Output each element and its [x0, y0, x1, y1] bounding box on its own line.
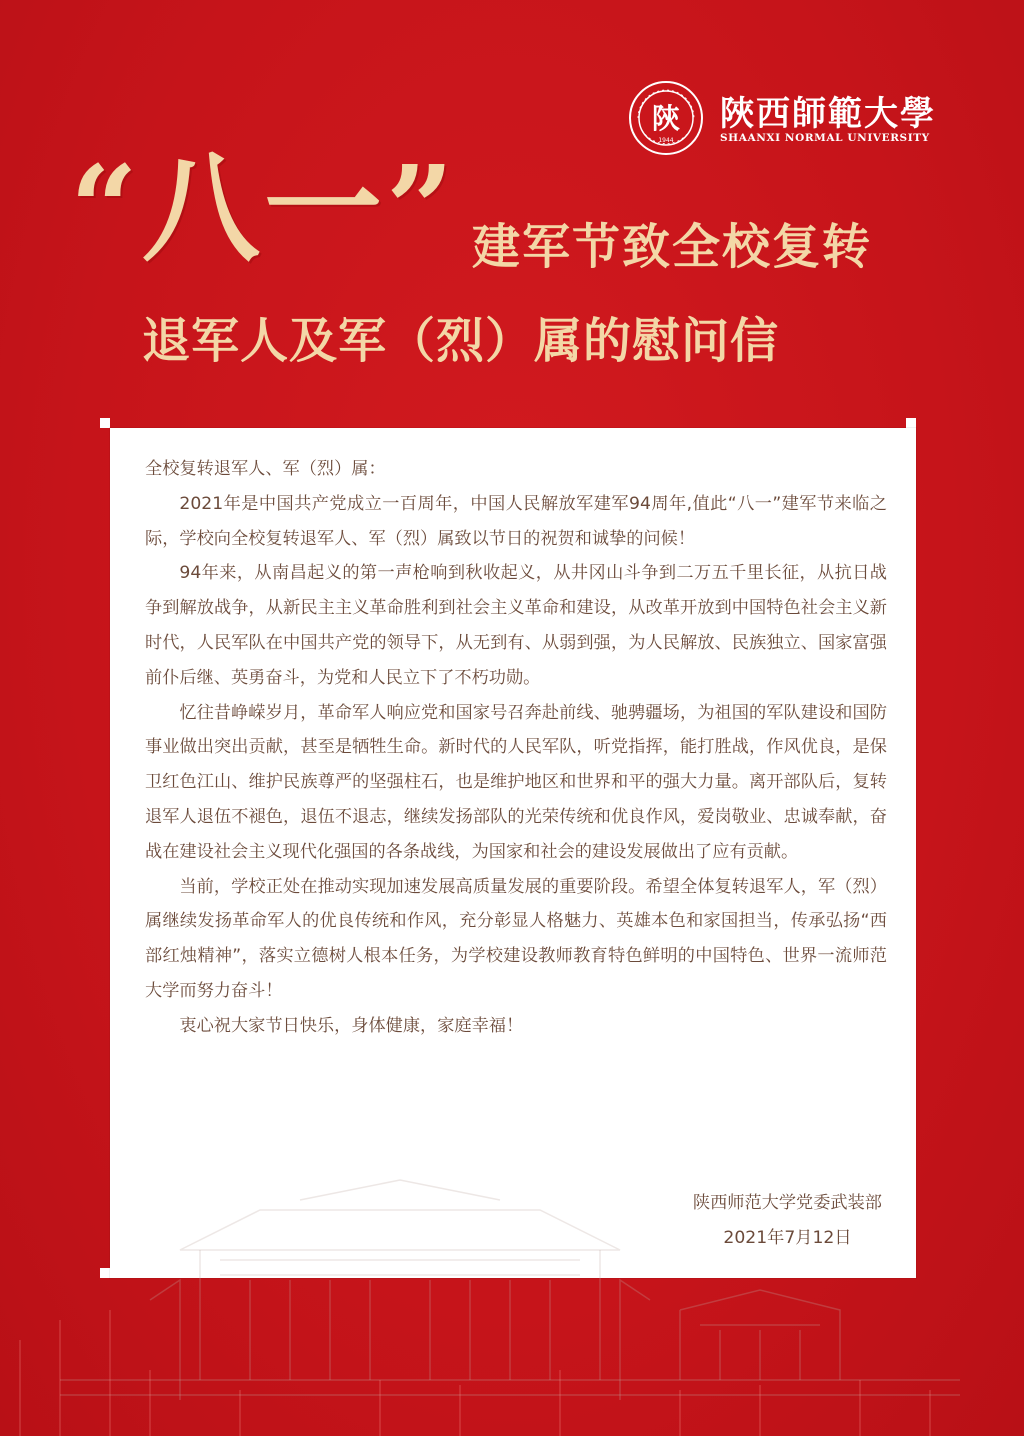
university-name-en: SHAANXI NORMAL UNIVERSITY	[720, 132, 930, 144]
letter-paragraph: 忆往昔峥嵘岁月，革命军人响应党和国家号召奔赴前线、驰骋疆场，为祖国的军队建设和国防事业做出突出贡献，甚至是牺牲生命。新时代的人民军队，听党指挥，能打胜战，作风优良，是保卫红色江山、维护民族尊严的坚强柱石，也是维护地区和世界和平的强大力量。离开部队后，复转退军人退伍不褪色，退伍不退志，继续发扬部队的光荣传统和优良作风，爱岗敬业、忠诚奉献，奋战在建设社会主义现代化强国的各条战线，为国家和社会的建设发展做出了应有贡献。	[145, 702, 887, 862]
letter-signature-block	[693, 1186, 882, 1256]
title-line-1: 建军节致全校复转	[472, 219, 873, 275]
letter-signature: 陕西师范大学党委武装部	[692, 1193, 882, 1213]
title-bayi: “八一”	[70, 139, 458, 278]
university-name-cn: 陜西師範大學	[720, 94, 936, 134]
letter-body	[145, 452, 887, 1044]
seal-year: 1944	[658, 137, 674, 144]
card-corner-bottom-left	[100, 1268, 110, 1278]
letter-paragraph: 2021年是中国共产党成立一百周年，中国人民解放军建军94周年,值此“八一”建军节来临之际，学校向全校复转退军人、军（烈）属致以节日的祝贺和诚挚的问候！	[145, 493, 887, 549]
letter-date: 2021年7月12日	[723, 1227, 852, 1248]
title-line-2: 退军人及军（烈）属的慰问信	[142, 313, 780, 369]
university-seal-icon	[628, 80, 704, 156]
letter-paragraph: 衷心祝大家节日快乐，身体健康，家庭幸福！	[179, 1015, 524, 1036]
seal-character: 陝	[651, 102, 681, 135]
card-corner-top-right	[906, 418, 916, 428]
letter-paragraph: 当前，学校正处在推动实现加速发展高质量发展的重要阶段。希望全体复转退军人，军（烈）属继续发扬革命军人的优良传统和作风，充分彰显人格魅力、英雄本色和家国担当，传承弘扬“西部红烛精神”，落实立德树人根本任务，为学校建设教师教育特色鲜明的中国特色、世界一流师范大学而努力奋斗！	[145, 876, 887, 1001]
university-logo	[628, 80, 936, 160]
card-corner-top-left	[100, 418, 110, 428]
letter-salutation: 全校复转退军人、军（烈）属：	[145, 459, 386, 479]
letter-paragraph: 94年来，从南昌起义的第一声枪响到秋收起义，从井冈山斗争到二万五千里长征，从抗日战争到解放战争，从新民主主义革命胜利到社会主义革命和建设，从改革开放到中国特色社会主义新时代，人民军队在中国共产党的领导下，从无到有、从弱到强，为人民解放、民族独立、国家富强前仆后继、英勇奋斗，为党和人民立下了不朽功勋。	[145, 563, 887, 688]
